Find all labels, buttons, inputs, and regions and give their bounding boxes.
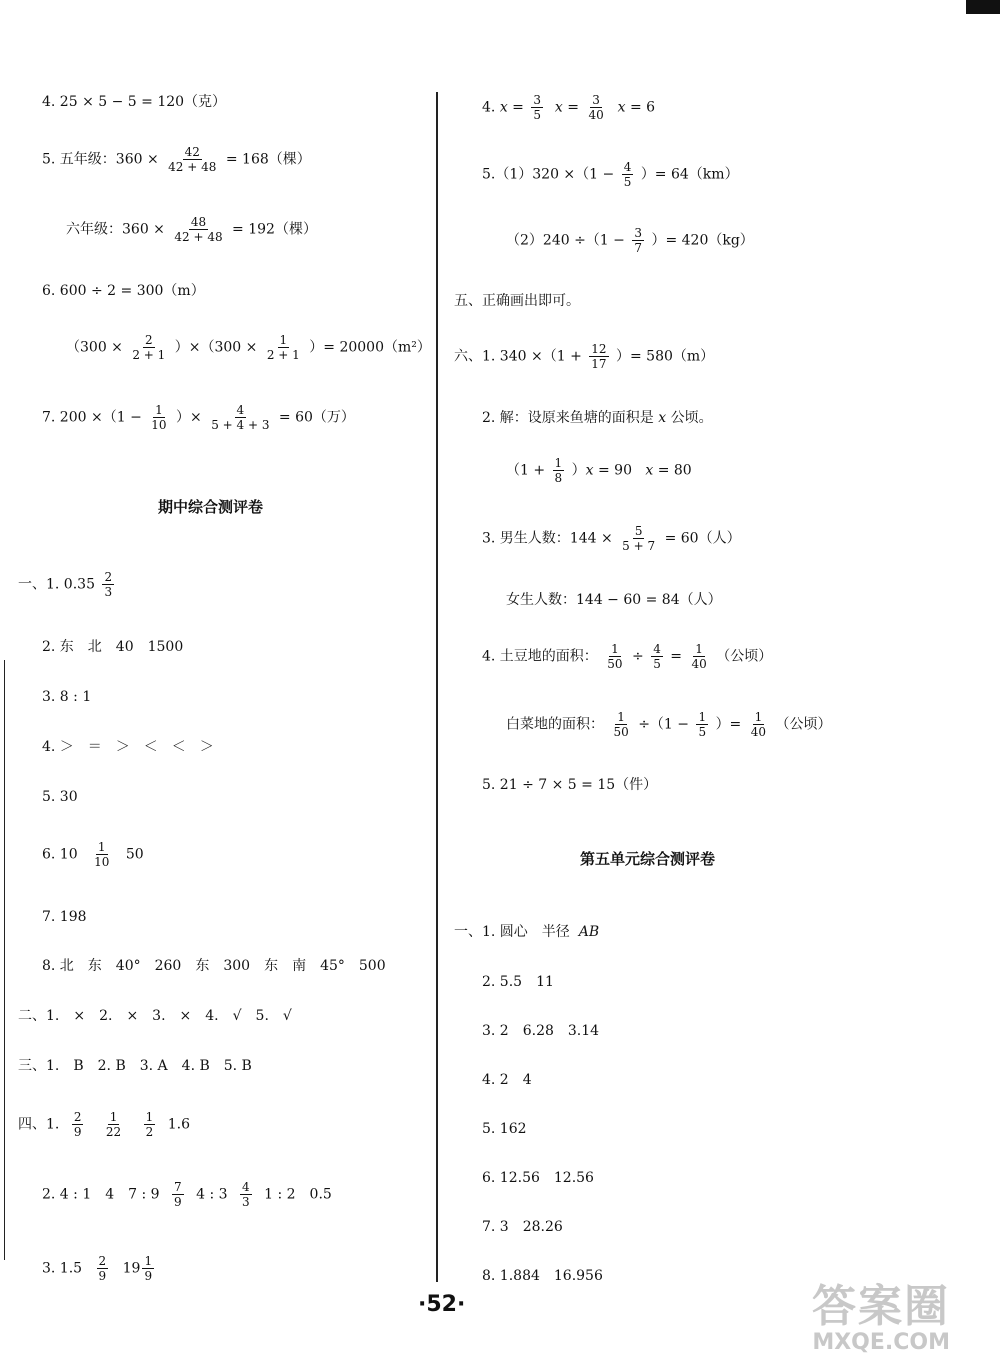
answer-line: 5. 21 ÷ 7 × 5 = 15（件） [482, 777, 658, 793]
answer-line: 白菜地的面积： $\frac{1}{50}$ ÷（1 − $\frac{1}{5}$ ）= $\frac{1}{40}$ （公顷） [506, 710, 832, 739]
fraction: $\frac{48}{42 + 48}$ [174, 215, 223, 244]
answer-line: 二、1. × 2. × 3. × 4. √ 5. √ [18, 1008, 292, 1024]
fraction: $\frac{42}{42 + 48}$ [168, 145, 217, 174]
answer-line: 4. 25 × 5 − 5 = 120（克） [42, 94, 227, 110]
answer-line: 4. x = $\frac{3}{5}$ x = $\frac{3}{40}$ x = 6 [482, 93, 656, 122]
fraction: $\frac{1}{40}$ [750, 710, 767, 739]
answer-line: 7. 3 28.26 [482, 1219, 563, 1235]
fraction: $\frac{1}{9}$ [144, 1254, 153, 1283]
answer-line: 2. 东 北 40 1500 [42, 639, 184, 655]
answer-line: 6. 10 $\frac{1}{10}$ 50 [42, 840, 144, 869]
answer-line: 5. 162 [482, 1121, 527, 1137]
fraction: $\frac{2}{9}$ [98, 1254, 107, 1283]
answer-line: 2. 解：设原来鱼塘的面积是 x 公顷。 [482, 410, 713, 426]
fraction: $\frac{2}{9}$ [73, 1110, 82, 1139]
answer-line: 5. 五年级：360 × $\frac{42}{42 + 48}$ = 168（棵） [42, 145, 311, 174]
page-number: ·52· [418, 1292, 466, 1317]
section-heading: 第五单元综合测评卷 [580, 850, 716, 868]
corner-bar [966, 0, 1000, 14]
fraction: $\frac{1}{22}$ [105, 1110, 122, 1139]
fraction: $\frac{4}{5}$ [653, 642, 661, 671]
fraction: $\frac{7}{9}$ [174, 1180, 182, 1209]
fraction: $\frac{4}{5}$ [623, 160, 632, 189]
section-heading: 期中综合测评卷 [158, 498, 264, 516]
answer-line: 四、1. $\frac{2}{9}$ $\frac{1}{22}$ $\frac{1}{2}$ 1.6 [18, 1110, 190, 1139]
fraction: $\frac{1}{2}$ [145, 1110, 154, 1139]
answer-line: 5.（1）320 ×（1 − $\frac{4}{5}$ ）= 64（km） [482, 160, 739, 189]
answer-line: 7. 198 [42, 909, 87, 925]
fraction: $\frac{1}{10}$ [151, 403, 167, 432]
answer-line: 6. 12.56 12.56 [482, 1170, 594, 1186]
answer-line: 六年级：360 × $\frac{48}{42 + 48}$ = 192（棵） [66, 215, 317, 244]
answer-line: （1 + $\frac{1}{8}$ ）x = 90 x = 80 [506, 456, 692, 485]
fraction: $\frac{5}{5 + 7}$ [622, 524, 656, 553]
answer-line: 4. 2 4 [482, 1072, 532, 1088]
fraction: $\frac{2}{3}$ [104, 570, 113, 599]
fraction: $\frac{2}{2 + 1}$ [132, 333, 166, 362]
watermark: 答案圈 MXQE.COM [812, 1281, 950, 1355]
answer-line: 3. 8 : 1 [42, 689, 92, 705]
answer-line: （2）240 ÷（1 − $\frac{3}{7}$ ）= 420（kg） [506, 226, 754, 255]
answer-line: 一、1. 0.35 $\frac{2}{3}$ [18, 570, 113, 599]
fraction: $\frac{4}{5 + 4 + 3}$ [211, 403, 270, 432]
answer-line: 女生人数：144 − 60 = 84（人） [506, 592, 722, 608]
fraction: $\frac{3}{5}$ [533, 93, 541, 122]
answer-line: 8. 1.884 16.956 [482, 1268, 603, 1284]
fraction: $\frac{3}{40}$ [588, 93, 604, 122]
fraction: $\frac{1}{50}$ [607, 642, 623, 671]
answer-line: 2. 5.5 11 [482, 974, 554, 990]
answer-line: （300 × $\frac{2}{2 + 1}$ ）×（300 × $\frac{1}{2 + 1}$ ）= 20000（m²） [66, 333, 431, 362]
answer-line: 三、1. B 2. B 3. A 4. B 5. B [18, 1058, 252, 1074]
answer-line: 4. 土豆地的面积： $\frac{1}{50}$ ÷ $\frac{4}{5}$ = $\frac{1}{40}$ （公顷） [482, 642, 773, 671]
fraction: $\frac{1}{8}$ [554, 456, 563, 485]
answer-line: 六、1. 340 ×（1 + $\frac{12}{17}$ ）= 580（m） [454, 342, 715, 371]
answer-line: 3. 1.5 $\frac{2}{9}$ 19 $\frac{1}{9}$ [42, 1254, 153, 1283]
answer-line: 2. 4 : 1 4 7 : 9 $\frac{7}{9}$ 4 : 3 $\frac{4}{3}$ 1 : 2 0.5 [42, 1180, 332, 1209]
answer-line: 3. 男生人数：144 × $\frac{5}{5 + 7}$ = 60（人） [482, 524, 741, 553]
answer-line: 8. 北 东 40° 260 东 300 东 南 45° 500 [42, 958, 386, 974]
fraction: $\frac{1}{50}$ [613, 710, 629, 739]
fraction: $\frac{1}{5}$ [698, 710, 707, 739]
answer-line: 一、1. 圆心 半径 AB [454, 924, 600, 940]
answer-line: 5. 30 [42, 789, 78, 805]
answer-line: 3. 2 6.28 3.14 [482, 1023, 600, 1039]
answer-line: 五、正确画出即可。 [454, 293, 580, 309]
left-margin-line [4, 660, 5, 1260]
column-divider [436, 92, 438, 1282]
fraction: $\frac{4}{3}$ [242, 1180, 250, 1209]
fraction: $\frac{1}{40}$ [691, 642, 707, 671]
answer-line: 4. ＞ ＝ ＞ ＜ ＜ ＞ [42, 739, 214, 755]
answer-line: 7. 200 ×（1 − $\frac{1}{10}$ ）× $\frac{4}{5 + 4 + 3}$ = 60（万） [42, 403, 355, 432]
answer-line: 6. 600 ÷ 2 = 300（m） [42, 283, 205, 299]
fraction: $\frac{1}{2 + 1}$ [266, 333, 300, 362]
fraction: $\frac{1}{10}$ [94, 840, 110, 869]
fraction: $\frac{3}{7}$ [634, 226, 642, 255]
fraction: $\frac{12}{17}$ [591, 342, 607, 371]
